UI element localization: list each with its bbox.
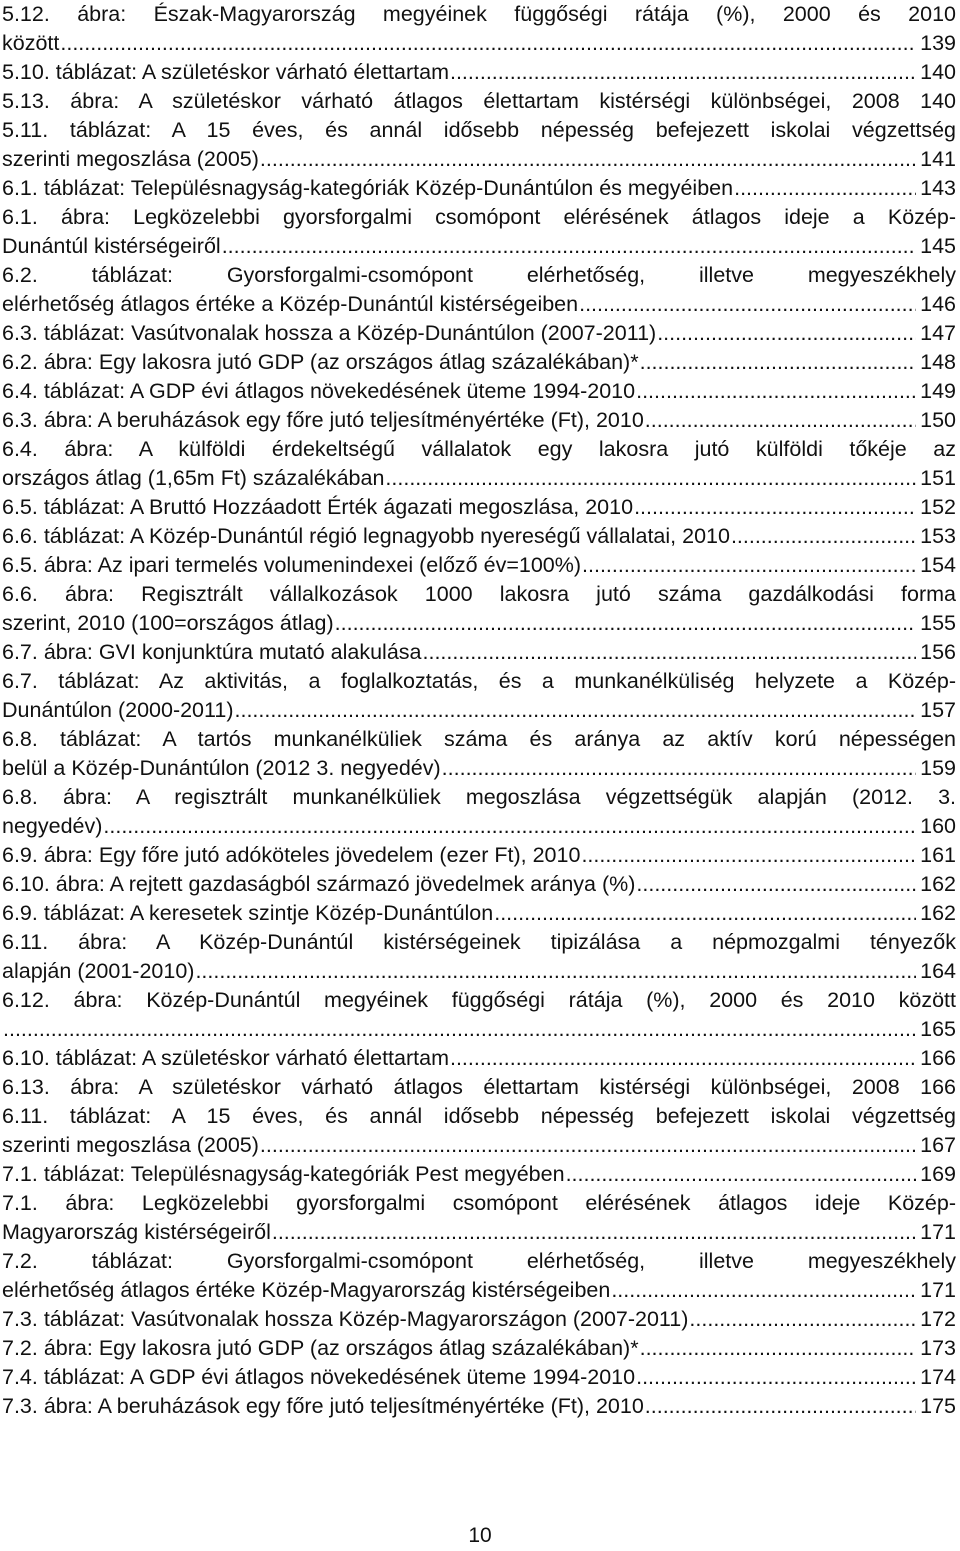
toc-entry-title: 7.2. ábra: Egy lakosra jutó GDP (az országos átlag százalékában)* [2, 1336, 639, 1360]
toc-entry-line [2, 522, 956, 551]
toc-entry-title: 6.10. táblázat: A születéskor várható élettartam [2, 1046, 449, 1070]
toc-entry[interactable] [2, 638, 956, 667]
dot-leader [581, 841, 916, 870]
toc-entry-title: 5.12. ábra: Észak-Magyarország megyéinek függőségi rátája (%), 2000 és 2010 [2, 2, 956, 26]
toc-entry-title: 5.10. táblázat: A születéskor várható élettartam [2, 60, 449, 84]
toc-entry-line [2, 1305, 956, 1334]
toc-entry-title: 6.7. ábra: GVI konjunktúra mutató alakulása [2, 640, 422, 664]
toc-entry-title: 7.1. táblázat: Településnagyság-kategóriák Pest megyében [2, 1162, 565, 1186]
toc-entry-title: 6.1. táblázat: Településnagyság-kategóriák Közép-Dunántúlon és megyéiben [2, 176, 734, 200]
toc-entry-line [2, 1363, 956, 1392]
toc-entry-title: 6.5. táblázat: A Bruttó Hozzáadott Érték ágazati megoszlása, 2010 [2, 495, 634, 519]
toc-entry-title: 6.8. táblázat: A tartós munkanélküliek száma és aránya az aktív korú népességen [2, 727, 956, 751]
toc-entry-line [2, 754, 956, 783]
toc-entry-line [2, 1102, 956, 1131]
toc-entry[interactable] [2, 377, 956, 406]
toc-entry[interactable] [2, 899, 956, 928]
toc-entry-line [2, 1189, 956, 1218]
toc-entry[interactable] [2, 1160, 956, 1189]
toc-entry-line [2, 783, 956, 812]
toc-page-number: 171 [920, 1278, 956, 1302]
toc-entry[interactable] [2, 667, 956, 725]
toc-entry[interactable] [2, 203, 956, 261]
toc-entry-title-continued: szerint, 2010 (100=országos átlag) [2, 611, 334, 635]
toc-page-number: 174 [920, 1365, 956, 1389]
toc-page-number: 172 [920, 1307, 956, 1331]
toc-entry-title-continued: negyedév) [2, 814, 103, 838]
toc-entry[interactable] [2, 841, 956, 870]
toc-entry-line [2, 348, 956, 377]
toc-page-number: 156 [920, 640, 956, 664]
dot-leader [195, 957, 916, 986]
toc-page-number: 139 [920, 31, 956, 55]
toc-entry-title: 6.4. ábra: A külföldi érdekeltségű vállalatok egy lakosra jutó külföldi tőkéje az [2, 437, 956, 461]
toc-entry-title-continued: között [2, 31, 60, 55]
toc-entry-line [2, 0, 956, 29]
toc-entry-line [2, 116, 956, 145]
toc-page-number: 151 [920, 466, 956, 490]
toc-entry[interactable] [2, 1305, 956, 1334]
toc-entry-line [2, 1131, 956, 1160]
toc-entry-line [2, 1276, 956, 1305]
toc-entry-title: 6.2. ábra: Egy lakosra jutó GDP (az országos átlag százalékában)* [2, 350, 639, 374]
toc-entry[interactable] [2, 0, 956, 58]
toc-entry-line [2, 87, 956, 116]
toc-entry[interactable] [2, 580, 956, 638]
toc-entry-title: 7.4. táblázat: A GDP évi átlagos növekedésének üteme 1994-2010 [2, 1365, 636, 1389]
toc-entry[interactable] [2, 1102, 956, 1160]
toc-entry-title-continued: Dunántúl kistérségeiről [2, 234, 221, 258]
toc-entry[interactable] [2, 261, 956, 319]
toc-entry-title: 6.6. ábra: Regisztrált vállalkozások 1000 lakosra jutó száma gazdálkodási forma [2, 582, 956, 606]
dot-leader [731, 522, 916, 551]
dot-leader [645, 1392, 916, 1421]
toc-entry-title: 6.7. táblázat: Az aktivitás, a foglalkoztatás, és a munkanélküliség helyzete a Közép- [2, 669, 956, 693]
toc-entry-title: 7.3. ábra: A beruházások egy főre jutó teljesítményértéke (Ft), 2010 [2, 1394, 644, 1418]
toc-entry[interactable] [2, 1189, 956, 1247]
toc-entry[interactable] [2, 174, 956, 203]
toc-entry[interactable] [2, 1044, 956, 1073]
toc-page-number: 162 [920, 901, 956, 925]
toc-entry-line [2, 1392, 956, 1421]
toc-entry-title: 6.5. ábra: Az ipari termelés volumenindexei (előző év=100%) [2, 553, 582, 577]
dot-leader [645, 406, 916, 435]
toc-page-number: 166 [920, 1046, 956, 1070]
dot-leader [222, 232, 916, 261]
toc-entry-line [2, 174, 956, 203]
toc-entry-title-continued: szerinti megoszlása (2005) [2, 147, 259, 171]
toc-page-number: 140 [920, 60, 956, 84]
toc-page-number: 162 [920, 872, 956, 896]
toc-entry-line [2, 493, 956, 522]
toc-entry-line [2, 1160, 956, 1189]
toc-page-number: 148 [920, 350, 956, 374]
toc-entry-line [2, 435, 956, 464]
toc-entry-title: 6.10. ábra: A rejtett gazdaságból származó jövedelmek aránya (%) [2, 872, 636, 896]
toc-entry[interactable] [2, 986, 956, 1044]
dot-leader [260, 145, 916, 174]
toc-entry-title-continued: alapján (2001-2010) [2, 959, 195, 983]
toc-page-number: 154 [920, 553, 956, 577]
dot-leader [579, 290, 916, 319]
toc-entry-line [2, 319, 956, 348]
toc-entry[interactable] [2, 116, 956, 174]
dot-leader [272, 1218, 916, 1247]
toc-page-number: 141 [920, 147, 956, 171]
toc-page-number: 146 [920, 292, 956, 316]
toc-entry[interactable] [2, 348, 956, 377]
toc-entry-title: 6.13. ábra: A születéskor várható átlagos élettartam kistérségi különbségei, 2008 166 [2, 1075, 956, 1099]
toc-entry-title: 6.3. táblázat: Vasútvonalak hossza a Közép-Dunántúlon (2007-2011) [2, 321, 657, 345]
toc-entry[interactable] [2, 870, 956, 899]
toc-entry-title: 7.2. táblázat: Gyorsforgalmi-csomópont elérhetőség, illetve megyeszékhely [2, 1249, 956, 1273]
toc-entry-line [2, 1015, 956, 1044]
dot-leader [734, 174, 916, 203]
toc-entry[interactable] [2, 1392, 956, 1421]
dot-leader [3, 1015, 916, 1044]
toc-entry-title: 6.11. táblázat: A 15 éves, és annál idősebb népesség befejezett iskolai végzettség [2, 1104, 956, 1128]
toc-entry-line [2, 899, 956, 928]
toc-page-number: 175 [920, 1394, 956, 1418]
toc-entry-line [2, 29, 956, 58]
toc-entry[interactable] [2, 522, 956, 551]
toc-page-number: 145 [920, 234, 956, 258]
toc-entry-title: 5.13. ábra: A születéskor várható átlagos élettartam kistérségi különbségei, 2008 140 [2, 89, 956, 113]
toc-entry-line [2, 1073, 956, 1102]
dot-leader [636, 377, 916, 406]
dot-leader [450, 1044, 916, 1073]
dot-leader [385, 464, 916, 493]
toc-entry[interactable] [2, 551, 956, 580]
dot-leader [689, 1305, 916, 1334]
toc-entry[interactable] [2, 1334, 956, 1363]
toc-page-number: 152 [920, 495, 956, 519]
toc-entry-title: 6.8. ábra: A regisztrált munkanélküliek megoszlása végzettségük alapján (2012. 3. [2, 785, 956, 809]
toc-entry[interactable] [2, 928, 956, 986]
toc-entry-line [2, 1247, 956, 1276]
toc-page-number: 149 [920, 379, 956, 403]
toc-page-number: 159 [920, 756, 956, 780]
toc-entry[interactable] [2, 1073, 956, 1102]
toc-entry-title: 6.9. ábra: Egy főre jutó adóköteles jövedelem (ezer Ft), 2010 [2, 843, 581, 867]
toc-entry-title: 5.11. táblázat: A 15 éves, és annál idősebb népesség befejezett iskolai végzettség [2, 118, 956, 142]
toc-entry-line [2, 1334, 956, 1363]
dot-leader [640, 348, 917, 377]
dot-leader [640, 1334, 917, 1363]
toc-entry-line [2, 203, 956, 232]
toc-entry-title-continued: belül a Közép-Dunántúlon (2012 3. negyedév) [2, 756, 441, 780]
toc-page-number: 143 [920, 176, 956, 200]
dot-leader [582, 551, 916, 580]
dot-leader [423, 638, 917, 667]
toc-page-number: 155 [920, 611, 956, 635]
toc-entry-title: 7.1. ábra: Legközelebbi gyorsforgalmi csomópont elérésének átlagos ideje Közép- [2, 1191, 956, 1215]
toc-entry-title: 7.3. táblázat: Vasútvonalak hossza Közép-Magyarországon (2007-2011) [2, 1307, 689, 1331]
toc-entry-title: 6.4. táblázat: A GDP évi átlagos növekedésének üteme 1994-2010 [2, 379, 636, 403]
toc-page-number: 161 [920, 843, 956, 867]
toc-page-number: 160 [920, 814, 956, 838]
dot-leader [103, 812, 916, 841]
toc-entry-title-continued: Dunántúlon (2000-2011) [2, 698, 234, 722]
toc-entry-line [2, 464, 956, 493]
toc-entry-line [2, 667, 956, 696]
dot-leader [611, 1276, 916, 1305]
toc-entry-title: 6.12. ábra: Közép-Dunántúl megyéinek függőségi rátája (%), 2000 és 2010 között [2, 988, 956, 1012]
toc-entry[interactable] [2, 1247, 956, 1305]
toc-page-number: 150 [920, 408, 956, 432]
toc-entry[interactable] [2, 406, 956, 435]
dot-leader [450, 58, 916, 87]
dot-leader [260, 1131, 916, 1160]
toc-entry[interactable] [2, 58, 956, 87]
toc-entry-line [2, 261, 956, 290]
toc-entry-line [2, 812, 956, 841]
toc-entry[interactable] [2, 725, 956, 783]
toc-entry[interactable] [2, 87, 956, 116]
toc-entry-title: 6.11. ábra: A Közép-Dunántúl kistérségeinek tipizálása a népmozgalmi tényezők [2, 930, 956, 954]
dot-leader [235, 696, 917, 725]
toc-page-number: 165 [920, 1017, 956, 1041]
dot-leader [636, 870, 916, 899]
toc-page-number: 157 [920, 698, 956, 722]
toc-entry[interactable] [2, 435, 956, 493]
toc-entry-line [2, 928, 956, 957]
page-number: 10 [468, 1524, 492, 1547]
toc-entry[interactable] [2, 319, 956, 348]
toc-entry-line [2, 841, 956, 870]
toc-entry-title-continued: elérhetőség átlagos értéke Közép-Magyarország kistérségeiben [2, 1278, 611, 1302]
toc-entry-line [2, 232, 956, 261]
toc-page-number: 169 [920, 1162, 956, 1186]
toc-entry-line [2, 986, 956, 1015]
toc-entry-title-continued: országos átlag (1,65m Ft) százalékában [2, 466, 385, 490]
toc-entry-title-continued: Magyarország kistérségeiről [2, 1220, 271, 1244]
toc-entry-line [2, 551, 956, 580]
toc-entry-line [2, 58, 956, 87]
toc-entry-line [2, 377, 956, 406]
toc-entry-line [2, 725, 956, 754]
toc-entry-title: 6.6. táblázat: A Közép-Dunántúl régió legnagyobb nyereségű vállalatai, 2010 [2, 524, 730, 548]
dot-leader [636, 1363, 916, 1392]
toc-page-number: 171 [920, 1220, 956, 1244]
toc-page-number: 173 [920, 1336, 956, 1360]
toc-entry-line [2, 957, 956, 986]
toc-entry-line [2, 145, 956, 174]
toc-entry-line [2, 1218, 956, 1247]
toc-entry-title-continued: elérhetőség átlagos értéke a Közép-Dunántúl kistérségeiben [2, 292, 579, 316]
toc-page-number: 153 [920, 524, 956, 548]
toc-entry-title-continued: szerinti megoszlása (2005) [2, 1133, 259, 1157]
toc-page-number: 147 [920, 321, 956, 345]
toc-entry-title: 6.1. ábra: Legközelebbi gyorsforgalmi csomópont elérésének átlagos ideje a Közép- [2, 205, 956, 229]
toc-entry-line [2, 638, 956, 667]
toc-entry[interactable] [2, 1363, 956, 1392]
dot-leader [494, 899, 916, 928]
toc-entry-title: 6.2. táblázat: Gyorsforgalmi-csomópont elérhetőség, illetve megyeszékhely [2, 263, 956, 287]
toc-entry[interactable] [2, 493, 956, 522]
toc-entry-line [2, 1044, 956, 1073]
toc-entry-line [2, 290, 956, 319]
dot-leader [60, 29, 916, 58]
toc-entry[interactable] [2, 783, 956, 841]
dot-leader [442, 754, 916, 783]
toc-entry-line [2, 870, 956, 899]
toc-page-number: 164 [920, 959, 956, 983]
toc-entry-title: 6.3. ábra: A beruházások egy főre jutó teljesítményértéke (Ft), 2010 [2, 408, 644, 432]
dot-leader [657, 319, 916, 348]
table-of-contents [2, 0, 956, 1421]
toc-entry-line [2, 609, 956, 638]
toc-page-number: 167 [920, 1133, 956, 1157]
toc-entry-line [2, 406, 956, 435]
toc-entry-line [2, 696, 956, 725]
toc-entry-line [2, 580, 956, 609]
dot-leader [566, 1160, 917, 1189]
dot-leader [634, 493, 916, 522]
toc-entry-title: 6.9. táblázat: A keresetek szintje Közép-Dunántúlon [2, 901, 494, 925]
dot-leader [335, 609, 916, 638]
